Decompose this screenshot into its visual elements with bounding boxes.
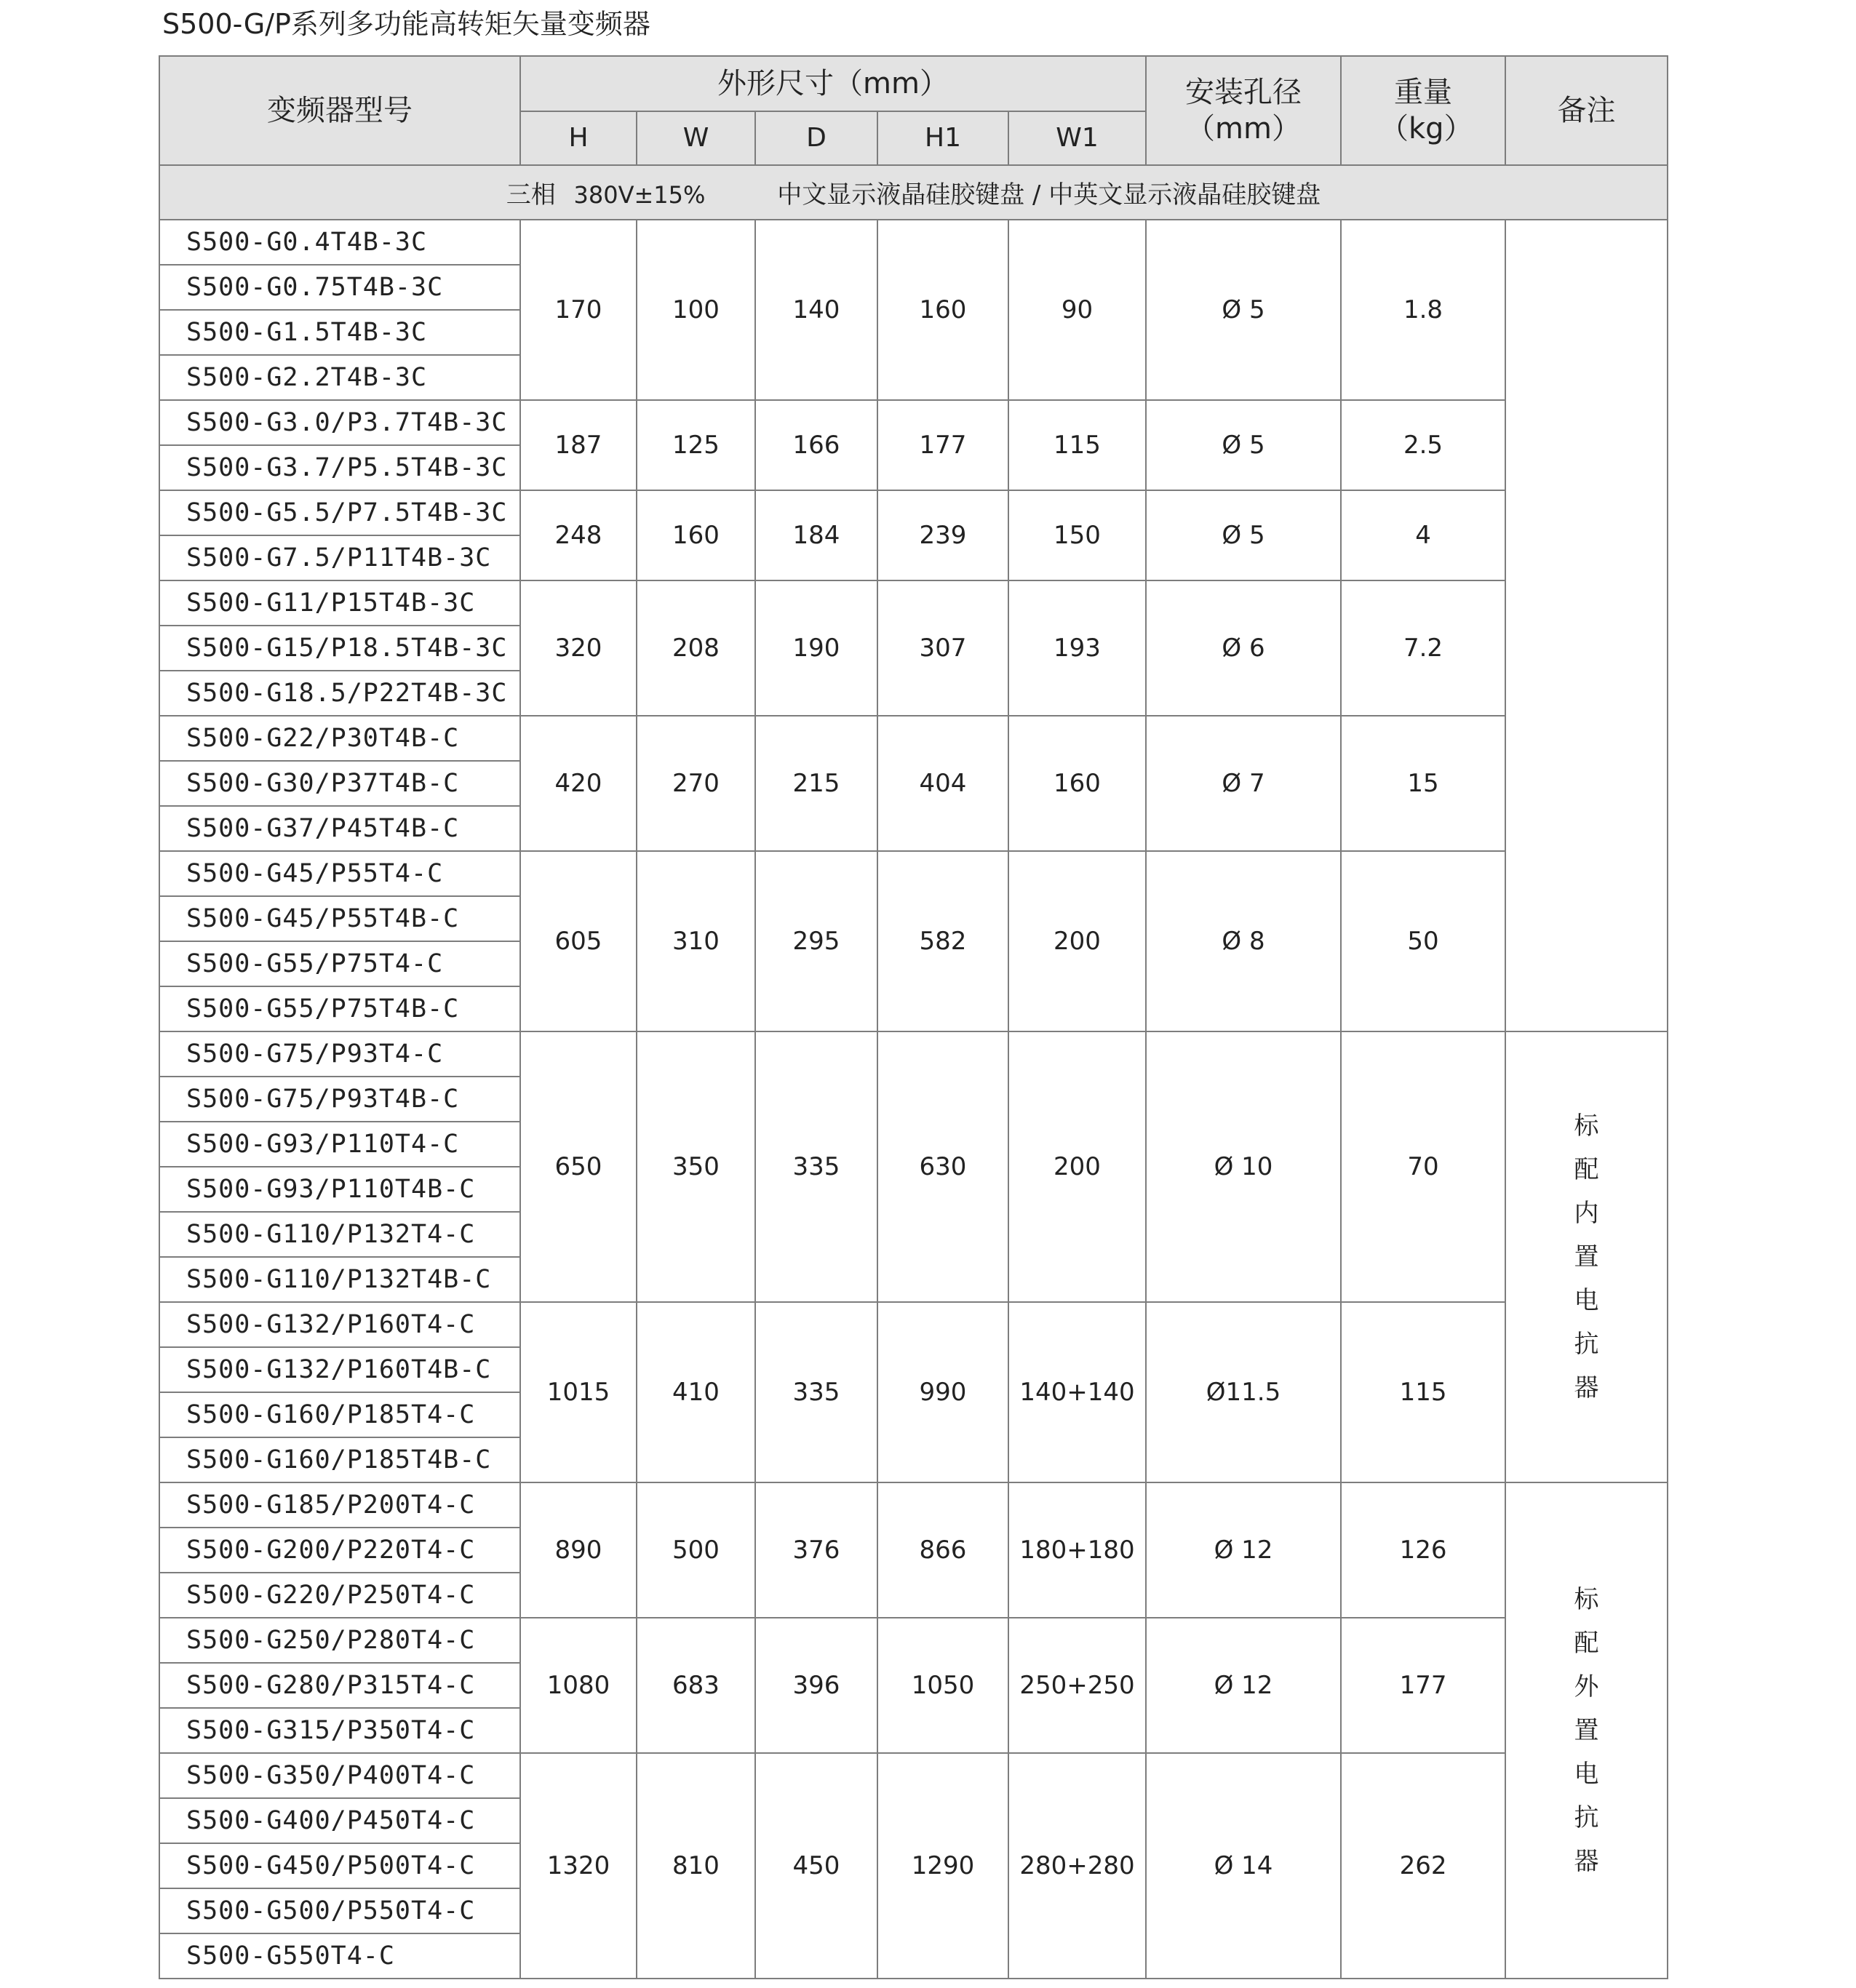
table-row <box>159 716 1668 761</box>
dim-w-cell: 160 <box>637 490 755 580</box>
table-row <box>159 490 1668 535</box>
model-cell: S500-G550T4-C <box>159 1933 520 1979</box>
model-cell: S500-G0.4T4B-3C <box>159 220 520 265</box>
model-cell: S500-G75/P93T4B-C <box>159 1077 520 1122</box>
model-cell: S500-G3.7/P5.5T4B-3C <box>159 445 520 490</box>
dim-d-cell: 450 <box>755 1753 877 1979</box>
header-model: 变频器型号 <box>159 56 520 165</box>
model-cell: S500-G22/P30T4B-C <box>159 716 520 761</box>
model-cell: S500-G55/P75T4-C <box>159 941 520 986</box>
note-cell <box>1505 1482 1668 1979</box>
header-weight-text: 重量（kg） <box>1379 76 1473 145</box>
page-title: S500-G/P系列多功能高转矩矢量变频器 <box>162 8 650 40</box>
hole-cell: Ø 7 <box>1146 716 1341 851</box>
model-cell: S500-G315/P350T4-C <box>159 1708 520 1753</box>
model-cell: S500-G250/P280T4-C <box>159 1618 520 1663</box>
header-hole-text: 安装孔径（mm） <box>1185 76 1302 145</box>
dim-w1-cell: 150 <box>1008 490 1146 580</box>
dim-h-cell: 1320 <box>520 1753 637 1979</box>
weight-cell: 1.8 <box>1341 220 1505 400</box>
header-d: D <box>755 111 877 165</box>
model-cell: S500-G45/P55T4-C <box>159 851 520 896</box>
dim-d-cell: 184 <box>755 490 877 580</box>
weight-cell: 262 <box>1341 1753 1505 1979</box>
note-text: 标配内置电抗器 <box>1574 1111 1599 1402</box>
band-keypad: 中文显示液晶硅胶键盘 / 中英文显示液晶硅胶键盘 <box>777 180 1321 209</box>
header-h: H <box>520 111 637 165</box>
dim-d-cell: 335 <box>755 1302 877 1482</box>
table-row <box>159 1482 1668 1528</box>
hole-cell: Ø 12 <box>1146 1482 1341 1618</box>
note-cell <box>1505 220 1668 1031</box>
dim-h-cell: 890 <box>520 1482 637 1618</box>
model-cell: S500-G5.5/P7.5T4B-3C <box>159 490 520 535</box>
dim-w-cell: 350 <box>637 1031 755 1302</box>
header-weight <box>1341 56 1505 165</box>
dim-h1-cell: 1050 <box>877 1618 1008 1753</box>
table-row <box>159 580 1668 626</box>
weight-cell: 177 <box>1341 1618 1505 1753</box>
header-hole <box>1146 56 1341 165</box>
model-cell: S500-G132/P160T4B-C <box>159 1347 520 1392</box>
dim-d-cell: 335 <box>755 1031 877 1302</box>
hole-cell: Ø 12 <box>1146 1618 1341 1753</box>
dim-w-cell: 683 <box>637 1618 755 1753</box>
model-cell: S500-G93/P110T4-C <box>159 1122 520 1167</box>
dim-w1-cell: 160 <box>1008 716 1146 851</box>
hole-cell: Ø 6 <box>1146 580 1341 716</box>
table-row <box>159 220 1668 265</box>
table-row <box>159 400 1668 445</box>
dim-h1-cell: 630 <box>877 1031 1008 1302</box>
hole-cell: Ø 10 <box>1146 1031 1341 1302</box>
dim-h1-cell: 239 <box>877 490 1008 580</box>
note-text: 标配外置电抗器 <box>1574 1585 1599 1876</box>
dim-h1-cell: 404 <box>877 716 1008 851</box>
model-cell: S500-G55/P75T4B-C <box>159 986 520 1031</box>
model-cell: S500-G15/P18.5T4B-3C <box>159 626 520 671</box>
model-cell: S500-G185/P200T4-C <box>159 1482 520 1528</box>
dim-w-cell: 500 <box>637 1482 755 1618</box>
weight-cell: 7.2 <box>1341 580 1505 716</box>
weight-cell: 115 <box>1341 1302 1505 1482</box>
table-row <box>159 1302 1668 1347</box>
dim-d-cell: 376 <box>755 1482 877 1618</box>
hole-cell: Ø 14 <box>1146 1753 1341 1979</box>
table-body <box>159 220 1668 1979</box>
weight-cell: 4 <box>1341 490 1505 580</box>
model-cell: S500-G45/P55T4B-C <box>159 896 520 941</box>
dim-w-cell: 310 <box>637 851 755 1031</box>
hole-cell: Ø 5 <box>1146 400 1341 490</box>
model-cell: S500-G220/P250T4-C <box>159 1573 520 1618</box>
dim-h1-cell: 177 <box>877 400 1008 490</box>
header-dimensions: 外形尺寸（mm） <box>520 56 1146 111</box>
dim-d-cell: 295 <box>755 851 877 1031</box>
model-cell: S500-G3.0/P3.7T4B-3C <box>159 400 520 445</box>
dim-d-cell: 140 <box>755 220 877 400</box>
model-cell: S500-G11/P15T4B-3C <box>159 580 520 626</box>
header-w: W <box>637 111 755 165</box>
dim-h-cell: 248 <box>520 490 637 580</box>
weight-cell: 126 <box>1341 1482 1505 1618</box>
dim-h-cell: 320 <box>520 580 637 716</box>
model-cell: S500-G0.75T4B-3C <box>159 265 520 310</box>
header-w1: W1 <box>1008 111 1146 165</box>
dim-h1-cell: 307 <box>877 580 1008 716</box>
model-cell: S500-G400/P450T4-C <box>159 1798 520 1843</box>
hole-cell: Ø11.5 <box>1146 1302 1341 1482</box>
band-phase: 三相 <box>506 180 556 209</box>
dim-h-cell: 1080 <box>520 1618 637 1753</box>
dim-w1-cell: 280+280 <box>1008 1753 1146 1979</box>
model-cell: S500-G110/P132T4B-C <box>159 1257 520 1302</box>
dim-h-cell: 650 <box>520 1031 637 1302</box>
dim-w1-cell: 140+140 <box>1008 1302 1146 1482</box>
hole-cell: Ø 5 <box>1146 220 1341 400</box>
model-cell: S500-G280/P315T4-C <box>159 1663 520 1708</box>
dim-h-cell: 605 <box>520 851 637 1031</box>
model-cell: S500-G200/P220T4-C <box>159 1528 520 1573</box>
dim-w-cell: 100 <box>637 220 755 400</box>
model-cell: S500-G93/P110T4B-C <box>159 1167 520 1212</box>
note-cell <box>1505 1031 1668 1482</box>
spec-table <box>159 55 1668 1979</box>
dim-w-cell: 125 <box>637 400 755 490</box>
model-cell: S500-G18.5/P22T4B-3C <box>159 671 520 716</box>
model-cell: S500-G160/P185T4-C <box>159 1392 520 1437</box>
model-cell: S500-G500/P550T4-C <box>159 1888 520 1933</box>
dim-h1-cell: 160 <box>877 220 1008 400</box>
dim-w1-cell: 200 <box>1008 1031 1146 1302</box>
table-row <box>159 851 1668 896</box>
dim-h-cell: 1015 <box>520 1302 637 1482</box>
dim-w1-cell: 250+250 <box>1008 1618 1146 1753</box>
dim-d-cell: 166 <box>755 400 877 490</box>
model-cell: S500-G160/P185T4B-C <box>159 1437 520 1482</box>
model-cell: S500-G110/P132T4-C <box>159 1212 520 1257</box>
dim-h-cell: 187 <box>520 400 637 490</box>
weight-cell: 2.5 <box>1341 400 1505 490</box>
dim-w1-cell: 115 <box>1008 400 1146 490</box>
dim-w-cell: 270 <box>637 716 755 851</box>
dim-w-cell: 208 <box>637 580 755 716</box>
hole-cell: Ø 5 <box>1146 490 1341 580</box>
dim-h1-cell: 990 <box>877 1302 1008 1482</box>
table-row <box>159 1031 1668 1077</box>
dim-w1-cell: 90 <box>1008 220 1146 400</box>
hole-cell: Ø 8 <box>1146 851 1341 1031</box>
model-cell: S500-G7.5/P11T4B-3C <box>159 535 520 580</box>
dim-d-cell: 215 <box>755 716 877 851</box>
table-row <box>159 1753 1668 1798</box>
model-cell: S500-G75/P93T4-C <box>159 1031 520 1077</box>
header-h1: H1 <box>877 111 1008 165</box>
dim-d-cell: 396 <box>755 1618 877 1753</box>
dim-w1-cell: 180+180 <box>1008 1482 1146 1618</box>
header-note: 备注 <box>1505 56 1668 165</box>
weight-cell: 50 <box>1341 851 1505 1031</box>
model-cell: S500-G350/P400T4-C <box>159 1753 520 1798</box>
model-cell: S500-G1.5T4B-3C <box>159 310 520 355</box>
weight-cell: 70 <box>1341 1031 1505 1302</box>
model-cell: S500-G37/P45T4B-C <box>159 806 520 851</box>
table-row <box>159 1618 1668 1663</box>
dim-w-cell: 810 <box>637 1753 755 1979</box>
dim-h-cell: 420 <box>520 716 637 851</box>
dim-w1-cell: 200 <box>1008 851 1146 1031</box>
dim-h-cell: 170 <box>520 220 637 400</box>
dim-h1-cell: 582 <box>877 851 1008 1031</box>
model-cell: S500-G132/P160T4-C <box>159 1302 520 1347</box>
dim-d-cell: 190 <box>755 580 877 716</box>
table-header <box>159 56 1668 165</box>
model-cell: S500-G450/P500T4-C <box>159 1843 520 1888</box>
dim-h1-cell: 866 <box>877 1482 1008 1618</box>
band-voltage: 380V±15% <box>573 181 706 209</box>
voltage-band <box>159 165 1668 220</box>
weight-cell: 15 <box>1341 716 1505 851</box>
dim-w1-cell: 193 <box>1008 580 1146 716</box>
model-cell: S500-G2.2T4B-3C <box>159 355 520 400</box>
model-cell: S500-G30/P37T4B-C <box>159 761 520 806</box>
dim-h1-cell: 1290 <box>877 1753 1008 1979</box>
voltage-band-row <box>159 165 1668 220</box>
dim-w-cell: 410 <box>637 1302 755 1482</box>
